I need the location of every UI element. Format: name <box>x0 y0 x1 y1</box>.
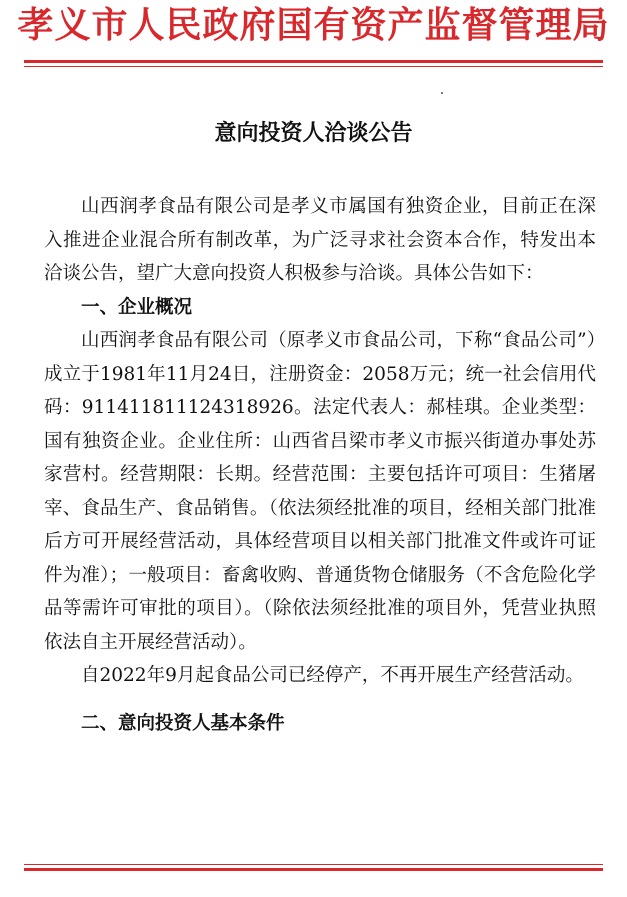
header-rule-thick <box>24 60 603 63</box>
section-heading-overview: 一、企业概况 <box>81 296 193 318</box>
issuing-authority-header: 孝义市人民政府国有资产监督管理局 <box>17 5 610 46</box>
intro-paragraph: 山西润孝食品有限公司是孝义市属国有独资企业，目前正在深入推进企业混合所有制改革，为广泛寻求社会资本合作，特发出本洽谈公告，望广大意向投资人积极参与洽谈。具体公告如下： <box>44 196 596 284</box>
footer-rule-thin <box>24 864 603 865</box>
document-body <box>44 190 596 740</box>
footer-rule-thick <box>24 868 603 871</box>
document-title: 意向投资人洽谈公告 <box>214 121 413 146</box>
section-heading-investor-conditions: 二、意向投资人基本条件 <box>81 712 285 734</box>
paragraph-gap <box>44 693 596 707</box>
header-rule-thin <box>24 66 603 67</box>
company-profile-paragraph: 山西润孝食品有限公司（原孝义市食品公司，下称“食品公司”）成立于1981年11月24日，注册资金：2058万元；统一社会信用代码：911411811124318926。法定代表人：郝桂琪。企业类型：国有独资企业。企业住所：山西省吕梁市孝义市振兴街道办事处苏家营村。经营期限：长期。经营范围：主要包括许可项目：生猪屠宰、食品生产、食品销售。（依法须经批准的项目，经相关部门批准后方可开展经营活动，具体经营项目以相关部门批准文件或许可证件为准）；一般项目：畜禽收购、普通货物仓储服务（不含危险化学品等需许可审批的项目）。（除依法须经批准的项目外，凭营业执照依法自主开展经营活动）。 <box>44 330 596 653</box>
scan-speck <box>441 92 443 94</box>
production-status-paragraph: 自2022年9月起食品公司已经停产，不再开展生产经营活动。 <box>81 665 584 686</box>
